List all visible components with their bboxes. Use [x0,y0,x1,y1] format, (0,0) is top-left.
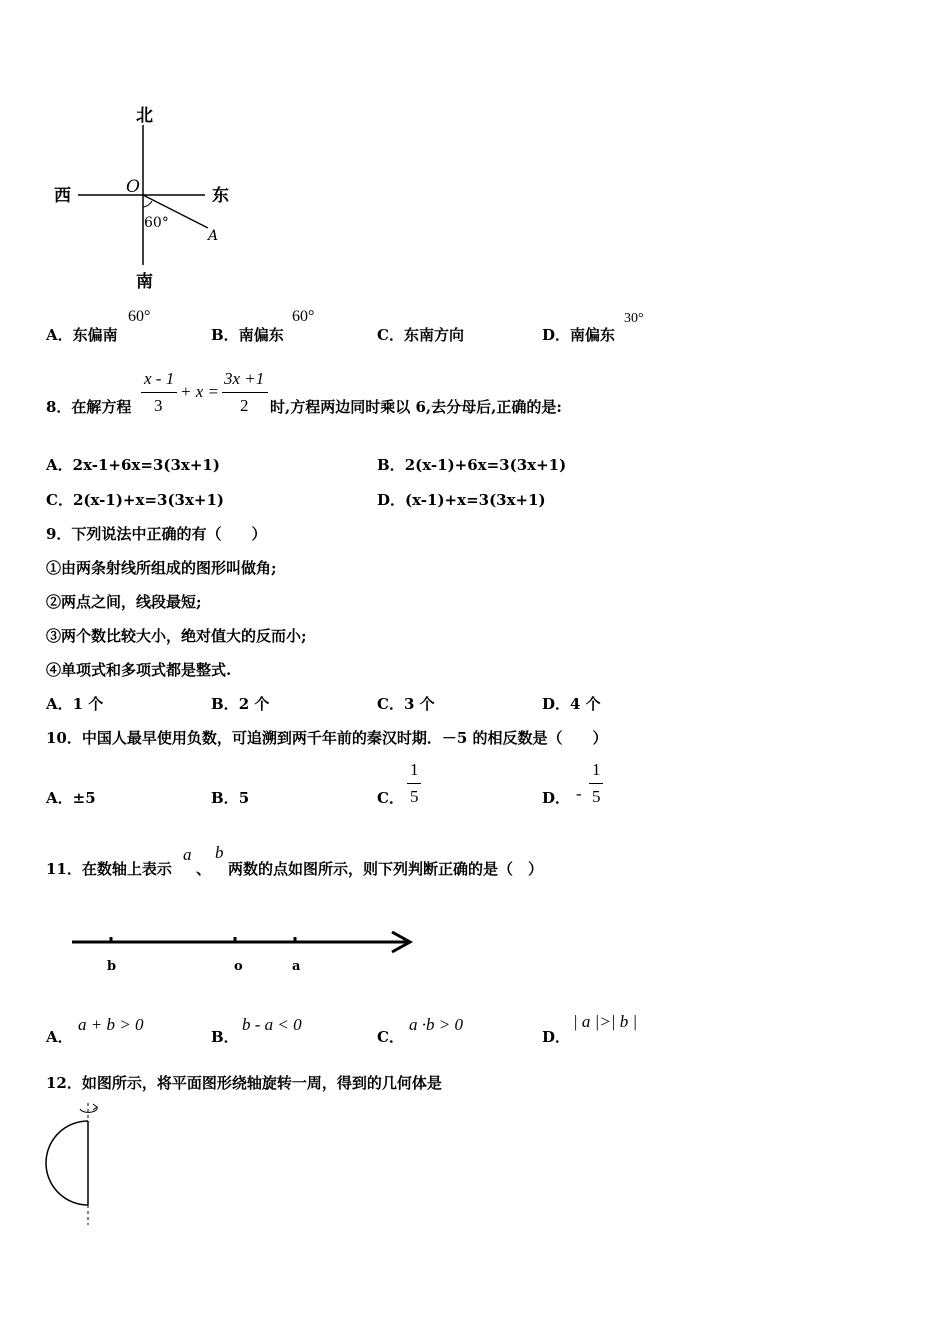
q10-option-c-bar [407,783,421,784]
q8-frac1-denominator: 3 [154,396,163,415]
number-line [60,920,430,980]
q8-lead: 8．在解方程 [46,398,132,416]
axis-label-o: o [234,959,243,974]
point-a-label: A [208,228,219,244]
q7-option-a-degree: 60° [128,308,151,325]
q7-option-b-degree: 60° [292,308,315,325]
q7-option-a[interactable]: A．东偏南 [46,326,118,344]
q9-statement-4: ④单项式和多项式都是整式. [46,661,232,679]
q8-option-d[interactable]: D．(x-1)+x=3(3x+1) [377,491,546,509]
q9-option-d[interactable]: D．4 个 [542,695,601,713]
q8-option-b[interactable]: B．2(x-1)+6x=3(3x+1) [377,456,567,474]
q10-option-d-denominator: 5 [592,787,601,806]
rotation-arrow-icon [80,1107,97,1112]
q8-frac1-numerator: x - 1 [144,369,175,388]
q12-stem: 12．如图所示，将平面图形绕轴旋转一周，得到的几何体是 [46,1074,442,1092]
q9-statement-3: ③两个数比较大小，绝对值大的反而小; [46,627,307,645]
north-label: 北 [136,106,153,126]
q11-option-c[interactable]: C． [377,1028,404,1046]
origin-label: O [126,177,140,197]
east-label: 东 [212,186,229,206]
angle-arc [143,201,152,207]
q11-option-b[interactable]: B． [211,1028,239,1046]
q11-option-a-expr: a + b > 0 [78,1015,144,1034]
q10-option-a[interactable]: A．±5 [46,789,96,807]
q8-tail: 时,方程两边同时乘以 6,去分母后,正确的是: [270,398,562,416]
axis-label-a: a [292,959,301,974]
angle-label: 60° [144,215,169,231]
q8-option-a[interactable]: A．2x-1+6x=3(3x+1) [46,456,220,474]
compass-diagram [40,95,260,295]
q8-plus-x: + x = [180,382,219,401]
q11-lead: 11．在数轴上表示 [46,860,172,878]
q10-option-c-denominator: 5 [410,787,419,806]
q9-statement-1: ①由两条射线所组成的图形叫做角; [46,559,277,577]
q7-option-d-degree: 30° [624,311,644,326]
west-label: 西 [54,186,71,206]
q8-frac2-numerator: 3x +1 [224,369,265,388]
south-label: 南 [136,272,153,292]
q9-option-a[interactable]: A．1 个 [46,695,104,713]
axis-label-b: b [107,959,117,974]
q8-option-c[interactable]: C．2(x-1)+x=3(3x+1) [46,491,225,509]
q11-var-a: a [183,845,192,864]
q11-separator: 、 [196,860,212,878]
q9-stem: 9．下列说法中正确的有（ ） [46,525,267,543]
q10-stem: 10．中国人最早使用负数，可追溯到两千年前的秦汉时期．－5 的相反数是（ ） [46,729,608,747]
q10-option-b[interactable]: B．5 [211,789,250,807]
q7-option-b[interactable]: B．南偏东 [211,326,284,344]
q11-tail: 两数的点如图所示，则下列判断正确的是（ ） [228,860,544,878]
q11-option-d[interactable]: D． [542,1028,571,1046]
q10-option-d-sign: - [576,784,582,803]
q11-option-c-expr: a ·b > 0 [409,1015,463,1034]
q11-option-a[interactable]: A． [46,1028,73,1046]
q7-option-c[interactable]: C．东南方向 [377,326,464,344]
q9-option-c[interactable]: C．3 个 [377,695,435,713]
q11-option-d-expr: | a |>| b | [573,1012,638,1031]
rotation-figure [40,1095,120,1230]
q11-option-b-expr: b - a < 0 [242,1015,302,1034]
semicircle-shape [46,1121,88,1205]
q10-option-c[interactable]: C． [377,789,404,807]
q8-frac2-denominator: 2 [240,396,249,415]
q8-frac1-bar [141,392,177,393]
q8-frac2-bar [222,392,268,393]
q10-option-d[interactable]: D． [542,789,571,807]
q10-option-d-numerator: 1 [592,760,601,779]
q11-var-b: b [215,843,224,862]
q10-option-c-numerator: 1 [410,760,419,779]
q10-option-d-bar [589,783,603,784]
q9-option-b[interactable]: B．2 个 [211,695,270,713]
q7-option-d[interactable]: D．南偏东 [542,326,616,344]
q9-statement-2: ②两点之间，线段最短; [46,593,202,611]
